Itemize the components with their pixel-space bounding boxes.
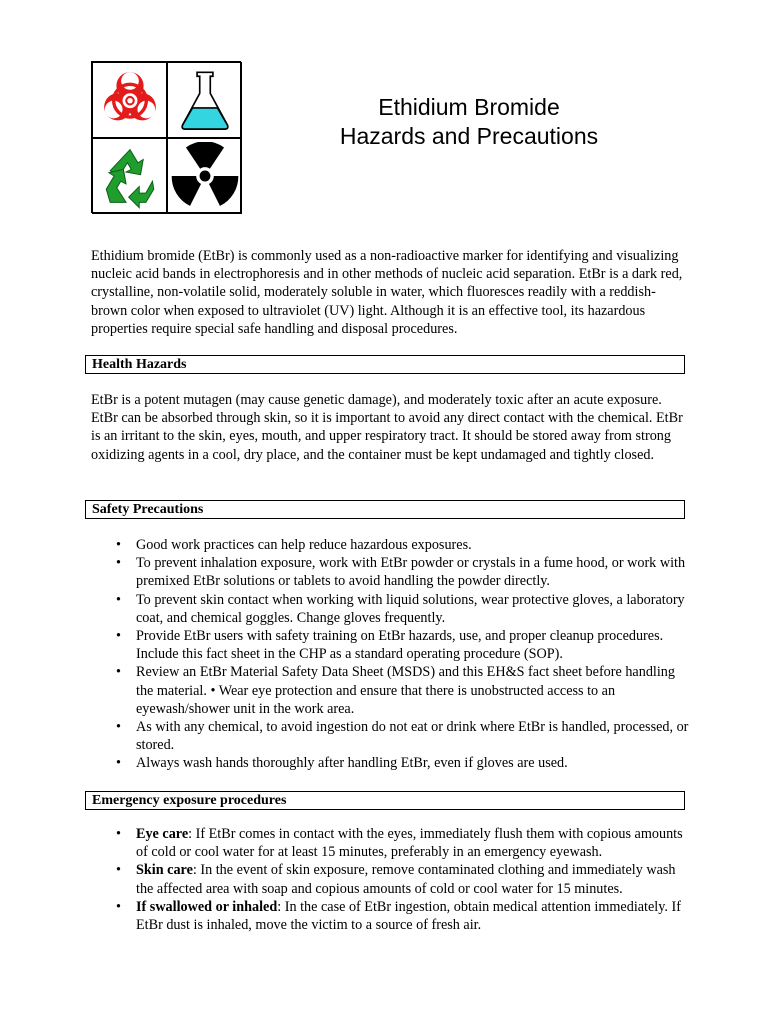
list-item: • Provide EtBr users with safety training on EtBr hazards, use, and proper cleanup procedures. Include this fact sheet in the CHP as a standard operating procedure (SOP). — [116, 628, 664, 663]
biohazard-icon — [92, 62, 167, 138]
bullet-icon: • — [116, 755, 121, 772]
eye-care-label: Eye care — [136, 826, 189, 842]
bullet-icon: • — [116, 537, 121, 553]
list-item: • To prevent skin contact when working with liquid solutions, wear protective gloves, a laboratory coat, and chemical goggles. Change gloves frequently. — [116, 591, 685, 626]
list-item: • As with any chemical, to avoid ingestion do not eat or drink where EtBr is handled, processed, or stored. — [116, 719, 689, 754]
list-item: • Review an EtBr Material Safety Data Sheet (MSDS) and this EH&S fact sheet before handling the material. • Wear eye protection and ensure that there is unobstructed access to an eyewash/shower unit in the work area. — [116, 664, 675, 717]
safety-precautions-list — [91, 536, 691, 773]
list-item: • Skin care: In the event of skin exposure, remove contaminated clothing and immediately wash the affected area with soap and copious amounts of cold or cool water for 15 minutes. — [116, 862, 676, 897]
bullet-icon: • — [116, 591, 121, 608]
radiation-icon — [167, 138, 242, 214]
health-hazards-paragraph: EtBr is a potent mutagen (may cause genetic damage), and moderately toxic after an acute exposure. EtBr can be absorbed through skin, so it is important to avoid any direct contact with the chemical. EtBr is an irritant to the skin, eyes, mouth, and upper respiratory tract. It should be stored away from strong oxidizing agents in a cool, dry place, and the container must be kept undamaged and tightly closed. — [91, 392, 683, 463]
list-item: • Always wash hands thoroughly after handling EtBr, even if gloves are used. — [116, 755, 568, 772]
safety-precautions-heading: Safety Precautions — [85, 500, 685, 519]
bullet-icon: • — [116, 898, 121, 915]
skin-care-label: Skin care — [136, 862, 193, 879]
recycle-icon — [92, 138, 167, 214]
list-item: • To prevent inhalation exposure, work with EtBr powder or crystals in a fume hood, or work with premixed EtBr solutions or tablets to avoid handling the powder directly. — [116, 555, 686, 590]
list-item: • Good work practices can help reduce hazardous exposures. — [116, 537, 472, 553]
swallowed-inhaled-label: If swallowed or inhaled — [136, 898, 278, 915]
flask-icon — [167, 62, 242, 138]
bullet-icon: • — [116, 555, 121, 572]
bullet-icon: • — [116, 826, 121, 842]
list-item: • If swallowed or inhaled: In the case of EtBr ingestion, obtain medical attention immediately. If EtBr dust is inhaled, move the victim to a source of fresh air. — [116, 898, 681, 934]
title-line-2: Hazards and Precautions — [339, 123, 599, 149]
hazard-icon-grid — [91, 61, 241, 213]
bullet-icon: • — [116, 719, 121, 736]
document-title — [300, 93, 638, 151]
bullet-icon: • — [116, 664, 121, 681]
emergency-procedures-heading: Emergency exposure procedures — [85, 791, 685, 810]
title-line-1: Ethidium Bromide — [378, 94, 560, 120]
bullet-icon: • — [116, 862, 121, 879]
health-hazards-heading: Health Hazards — [85, 355, 685, 374]
intro-paragraph: Ethidium bromide (EtBr) is commonly used as a non-radioactive marker for identifying and visualizing nucleic acid bands in electrophoresis and in other methods of nucleic acid separation. EtBr is a dark red, crystalline, non-volatile solid, moderately soluble in water, which fluoresces readily with a reddish-brown color when exposed to ultraviolet (UV) light. Although it is an effective tool, its hazardous properties require special safe handling and disposal procedures. — [91, 248, 683, 337]
bullet-icon: • — [116, 628, 121, 645]
list-item: • Eye care: If EtBr comes in contact with the eyes, immediately flush them with copious amounts of cold or cool water for at least 15 minutes, preferably in an emergency eyewash. — [116, 826, 683, 861]
emergency-procedures-list — [91, 825, 691, 934]
